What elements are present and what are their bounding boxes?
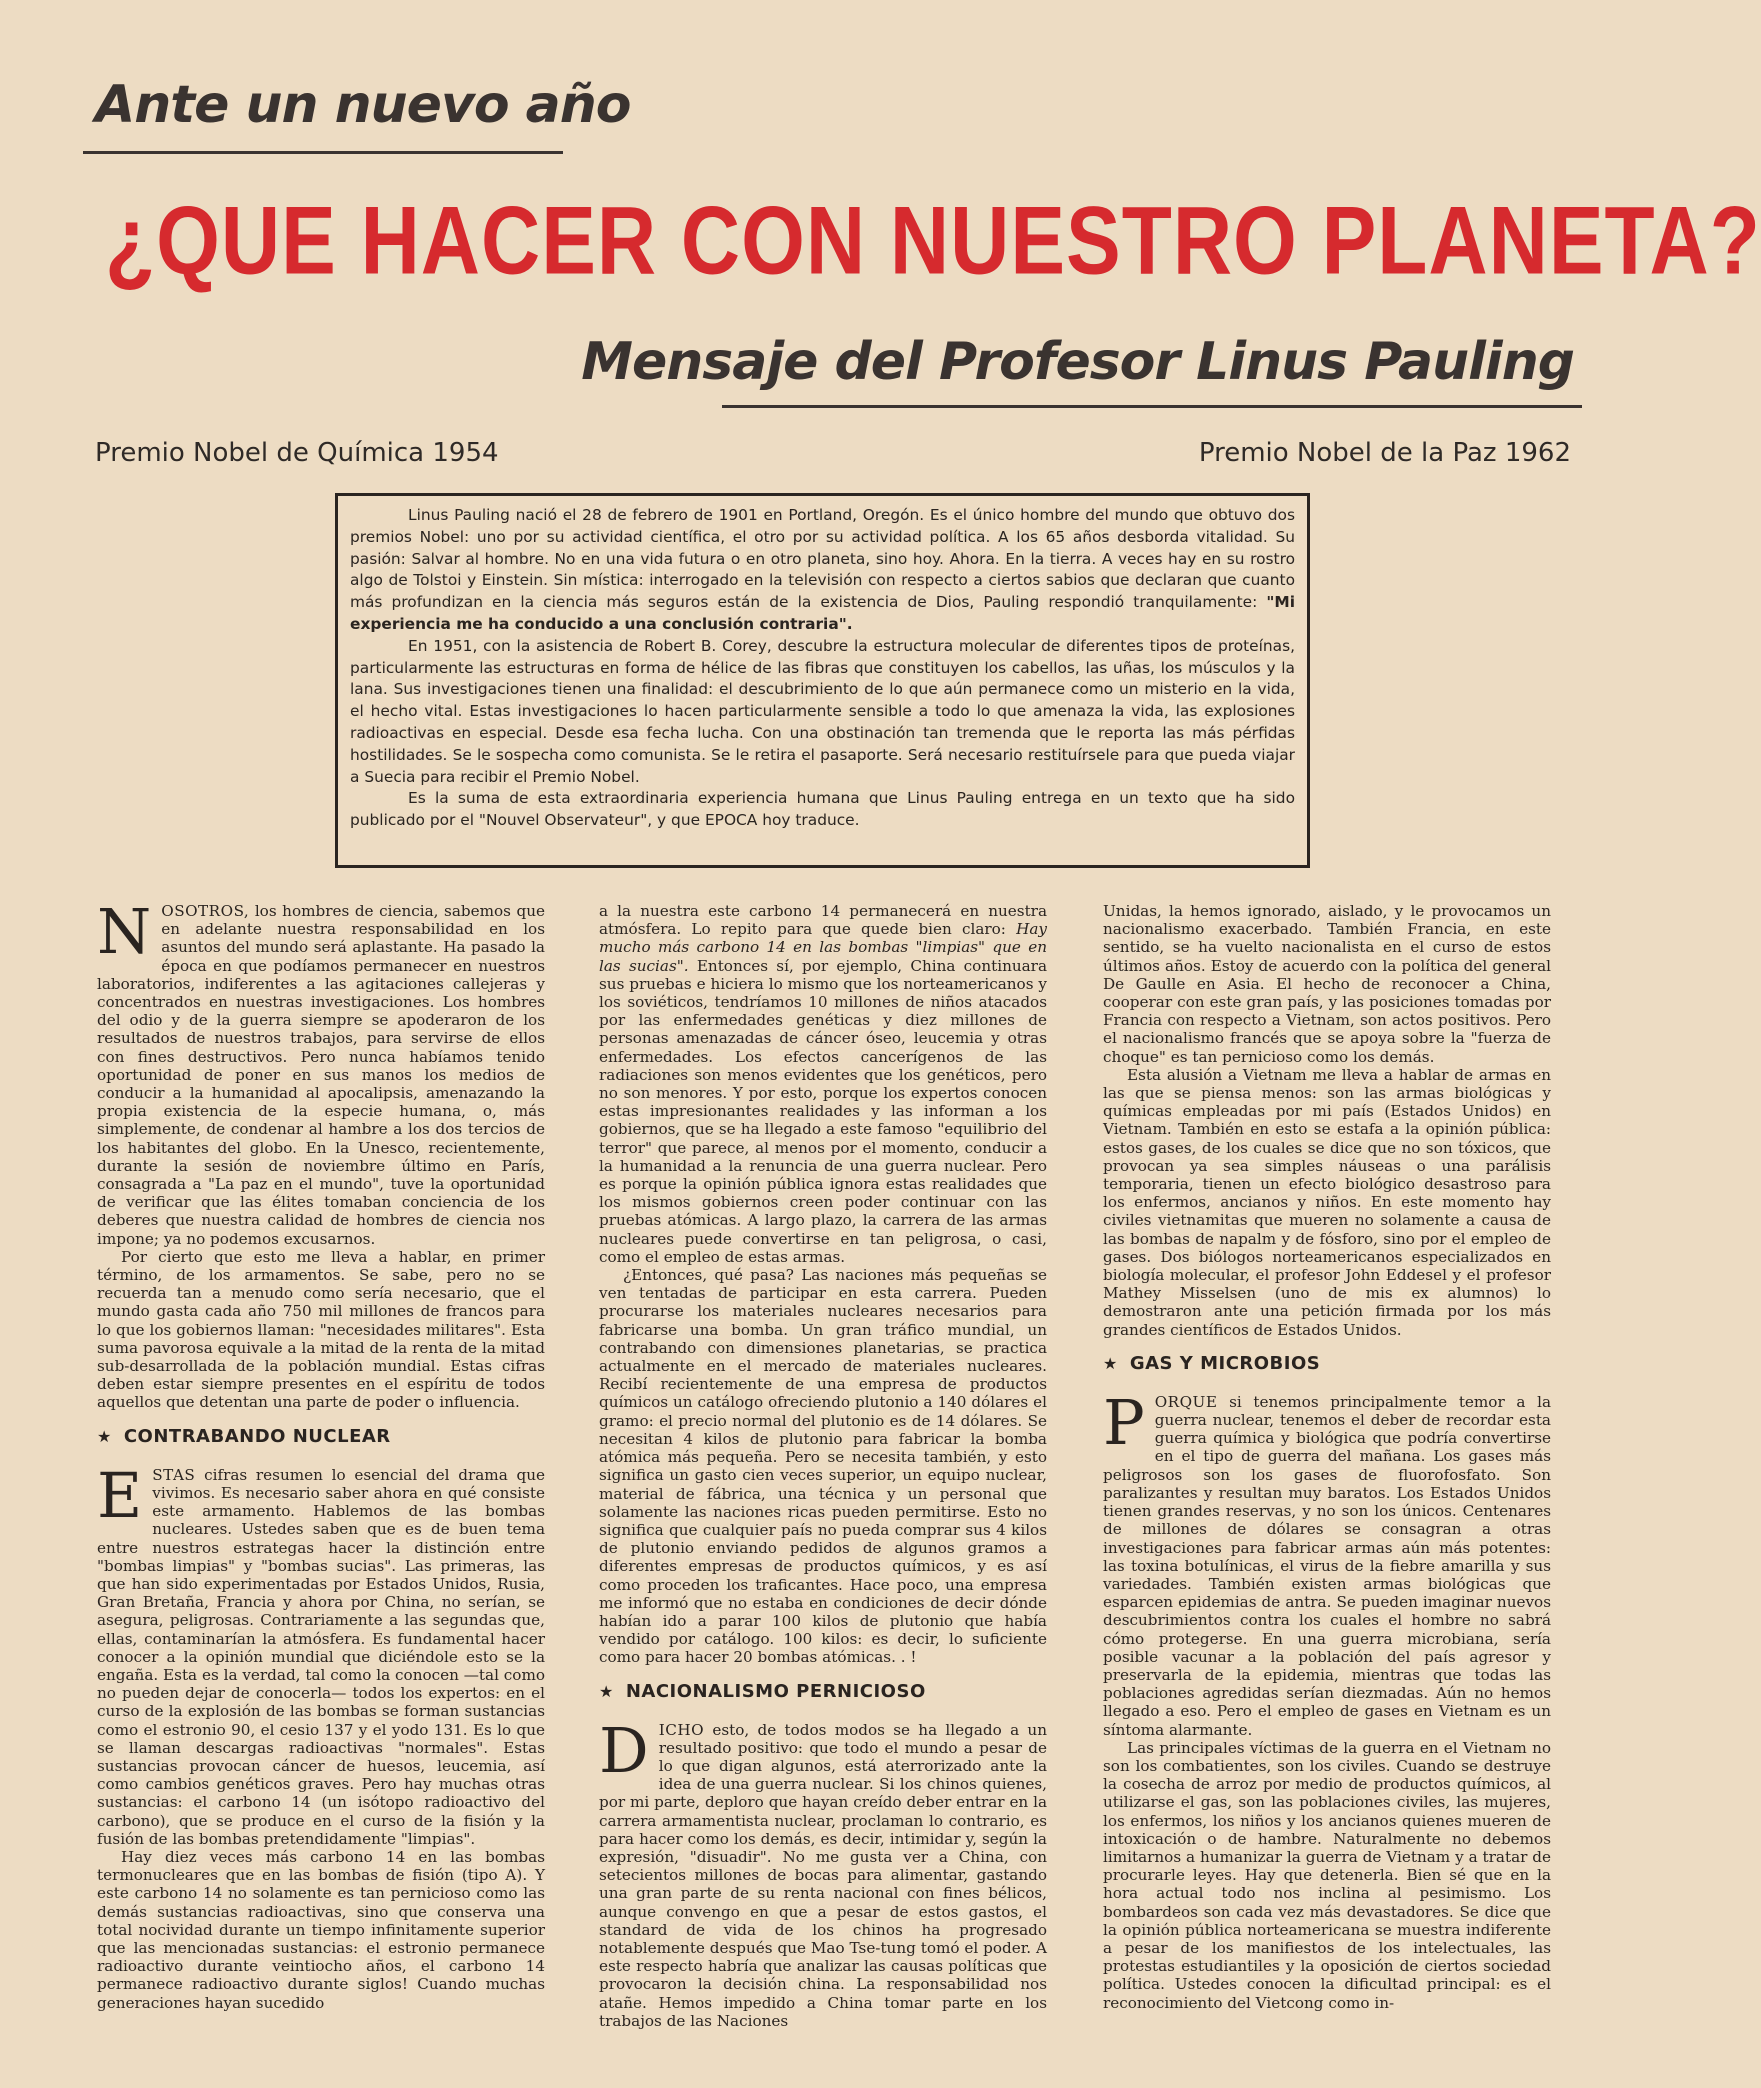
article-column-3 — [1103, 902, 1551, 2082]
paragraph-text: los hombres de ciencia, sabemos que en adelante nuestra responsabilidad en los asuntos del mundo será aplastante. Ha pasado la época en que podíamos permanecer en nuestros laboratorios, indiferentes a las agitaciones callejeras y concentrados en nuestras investigaciones. Los hombres del odio y de la guerra siempre se apoderaron de los resultados de nuestros trabajos, para servirse de ellos con fines destructivos. Pero nunca habíamos tenido oportunidad de poner en sus manos los medios de conducir a la humanidad al apocalipsis, amenazando la propia existencia de la especie humana, o, más simplemente, de condenar al hambre a los dos tercios de los habitantes del globo. En la Unesco, recientemente, durante la sesión de noviembre último en París, consagrada a "La paz en el mundo", tuve la oportunidad de verificar que las élites tomaban conciencia de los deberes que nuestra calidad de hombres de ciencia nos impone; ya no podemos excusarnos. — [97, 902, 545, 1248]
paragraph-text: a la nuestra este carbono 14 permanecerá en nuestra atmósfera. Lo repito para que quede bien claro: — [599, 902, 1047, 939]
lead-word: ICHO — [658, 1720, 705, 1739]
paragraph-text: esto, de todos modos se ha llegado a un resultado positivo: que todo el mundo a pesar de lo que digan algunos, está aterrorizado ante la idea de una guerra nuclear. Si los chinos quienes, por mi parte, deploro que hayan creído deber entrar en la carrera armamentista nuclear, proclaman lo contrario, es para hacer como los demás, es decir, intimidar y, según la expresión, "disuadir". No me gusta ver a China, con setecientos millones de bocas para alimentar, gastando una gran parte de su renta nacional con fines bélicos, aunque convengo en que a pesar de estos gastos, el standard de vida de los chinos ha progresado notablemente después que Mao Tse-tung tomó el poder. A este respecto habría que analizar las causas políticas que provocaron la decisión china. La responsabilidad nos atañe. Hemos impedido a China tomar parte en los trabajos de las Naciones — [599, 1720, 1047, 2030]
section-heading-text: NACIONALISMO PERNICIOSO — [625, 1680, 926, 1702]
body-paragraph — [599, 902, 1047, 1266]
body-paragraph — [599, 1713, 1047, 2030]
section-heading-text: CONTRABANDO NUCLEAR — [123, 1425, 391, 1447]
intro-quote: "Mi experiencia me ha conducido a una conclusión contraria". — [350, 593, 1295, 633]
intro-paragraph — [350, 505, 1295, 636]
star-icon: ★ — [599, 1681, 614, 1701]
section-heading — [1103, 1353, 1551, 1375]
kicker-rule — [83, 151, 563, 154]
headline: ¿QUE HACER CON NUESTRO PLANETA? — [105, 187, 1761, 295]
body-paragraph: Unidas, la hemos ignorado, aislado, y le provocamos un nacionalismo exacerbado. También Francia, en este sentido, se ha vuelto nacionalista en el curso de estos últimos años. Estoy de acuerdo con la política del general De Gaulle en Asia. El hecho de reconocer a China, cooperar con este gran país, y las posiciones tomadas por Francia con respecto a Vietnam, son actos positivos. Pero el nacionalismo francés que se apoya sobre la "fuerza de choque" es tan pernicioso como los demás. — [1103, 902, 1551, 1066]
body-paragraph: Por cierto que esto me lleva a hablar, en primer término, de los armamentos. Se sabe, pero no se recuerda tan a menudo como sería necesario, que el mundo gasta cada año 750 mil millones de francos para lo que los gobiernos llaman: "necesidades militares". Esta suma pavorosa equivale a la mitad de la renta de la mitad sub-desarrollada de la población mundial. Estas cifras deben estar siempre presentes en el espíritu de todos aquellos que detentan una parte de poder o influencia. — [97, 1247, 545, 1412]
body-paragraph — [1103, 1385, 1551, 1739]
intro-paragraph: Es la suma de esta extraordinaria experiencia humana que Linus Pauling entrega en un texto que ha sido publicado por el "Nouvel Observateur", y que EPOCA hoy traduce. — [350, 789, 1295, 830]
drop-cap: E — [97, 1458, 143, 1532]
star-icon: ★ — [97, 1426, 112, 1446]
paragraph-text: Entonces sí, por ejemplo, China continuara sus pruebas e hiciera lo mismo que los norteamericanos y los soviéticos, tendríamos 10 millones de niños atacados por las enfermedades genéticas y diez millones de personas amenazadas de cáncer óseo, leucemia y otras enfermedades. Los efectos cancerígenos de las radiaciones son menos evidentes que los genéticos, pero no son menores. Y por esto, porque los expertos conocen estas impresionantes realidades y las informan a los gobiernos, que se ha llegado a este famoso "equilibrio del terror" que parece, al menos por el momento, conducir a la humanidad a la renuncia de una guerra nuclear. Pero es porque la opinión pública ignora estas realidades que los mismos gobiernos creen poder continuar con las pruebas atómicas. A largo plazo, la carrera de las armas nucleares puede convertirse en tan peligrosa, o casi, como el empleo de estas armas. — [599, 956, 1048, 1266]
body-paragraph: Esta alusión a Vietnam me lleva a hablar de armas en las que se piensa menos: son las armas biológicas y químicas empleadas por mi país (Estados Unidos) en Vietnam. También en esto se estafa a la opinión pública: estos gases, de los cuales se dice que no son tóxicos, que provocan ya sea simples náuseas o una parálisis temporaria, tienen un efecto biológico desastroso para los enfermos, ancianos y niños. En este momento hay civiles vietnamitas que mueren no solamente a causa de las bombas de napalm y de fósforo, sino por el empleo de gases. Dos biólogos norteamericanos especializados en biología molecular, el profesor John Eddesel y el profesor Mathey Misselsen (uno de mis ex alumnos) lo demostraron ante una petición firmada por los más grandes científicos de Estados Unidos. — [1103, 1065, 1551, 1339]
intro-bio-text: Linus Pauling nació el 28 de febrero de 1901 en Portland, Oregón. Es el único hombre del mundo que obtuvo dos premios Nobel: uno por su actividad científica, el otro por su actividad política. A los 65 años desborda vitalidad. Su pasión: Salvar al hombre. No en una vida futura o en otro planeta, sino hoy. Ahora. En la tierra. A veces hay en su rostro algo de Tolstoi y Einstein. Sin mística: interrogado en la televisión con respecto a ciertos sabios que declaran que cuanto más profundizan en la ciencia más seguros están de la existencia de Dios, Pauling respondió tranquilamente: — [350, 506, 1295, 612]
subtitle-rule — [722, 405, 1582, 408]
drop-cap: D — [599, 1713, 649, 1787]
paragraph-text: si tenemos principalmente temor a la guerra nuclear, tenemos el deber de recordar esta guerra química y biológica que podría convertirse en el tipo de guerra del mañana. Los gases más peligrosos son los gases de fluorofosfato. Son paralizantes y resultan muy baratos. Los Estados Unidos tienen grandes reservas, y no son los únicos. Centenares de millones de dólares se consagran a otras investigaciones para fabricar armas aún más potentes: las toxina botulínicas, el virus de la fiebre amarilla y sus variedades. También existen armas biológicas que esparcen epidemias de antra. Se pueden imaginar nuevos descubrimientos contra los cuales el hombre no sabrá cómo protegerse. En una guerra microbiana, sería posible vacunar a la población del país agresor y preservarla de la epidemia, mientras que todas las poblaciones agredidas serían diezmadas. Aún no hemos llegado a eso. Pero el empleo de gases en Vietnam es un síntoma alarmante. — [1103, 1392, 1551, 1739]
paragraph-text: cifras resumen lo esencial del drama que vivimos. Es necesario saber ahora en qué consiste este armamento. Hablemos de las bombas nucleares. Ustedes saben que es de buen tema entre nuestros estrategas hacer la distinción entre "bombas limpias" y "bombas sucias". Las primeras, las que han sido experimentadas por Estados Unidos, Rusia, Gran Bretaña, Francia y ahora por China, no serían, se asegura, peligrosas. Contrariamente a las segundas que, ellas, contaminarían la atmósfera. Es fundamental hacer conocer a la opinión mundial que diciéndole esto se la engaña. Esta es la verdad, tal como la conocen —tal como no pueden dejar de conocerla— todos los expertos: en el curso de la explosión de las bombas se forman sustancias como el estronio 90, el cesio 137 y el yodo 131. Es lo que se llaman descargas radioactivas "normales". Estas sustancias provocan cáncer de huesos, leucemia, así como cambios genéticos graves. Pero hay muchas otras sustancias: el carbono 14 (un isótopo radioactivo del carbono), que se produce en el curso de la fisión y la fusión de las bombas pretendidamente "limpias". — [97, 1465, 545, 1848]
lead-word: OSOTROS, — [161, 902, 250, 920]
body-paragraph: ¿Entonces, qué pasa? Las naciones más pequeñas se ven tentadas de participar en esta carrera. Pueden procurarse los materiales nucleares necesarios para fabricarse una bomba. Un gran tráfico mundial, un contrabando con dimensiones planetarias, se practica actualmente en el mercado de materiales nucleares. Recibí recientemente de una empresa de productos químicos un catálogo ofreciendo plutonio a 140 dólares el gramo: el precio normal del plutonio es de 14 dólares. Se necesitan 4 kilos de plutonio para fabricar la bomba atómica más pequeña. Pero se necesita también, y esto significa un gasto cien veces superior, un equipo nuclear, material de fábrica, una técnica y un personal que solamente las naciones ricas pueden permitirse. Esto no significa que cualquier país no pueda comprar sus 4 kilos de plutonio enviando pedidos de algunos gramos a diferentes empresas de productos químicos, y es así como proceden los traficantes. Hace poco, una empresa me informó que no estaba en condiciones de decir dónde habían ido a parar 100 kilos de plutonio que había vendido por catálogo. 100 kilos: es decir, lo suficiente como para hacer 20 bombas atómicas. . ! — [599, 1266, 1047, 1667]
subtitle: Mensaje del Profesor Linus Pauling — [581, 332, 1574, 392]
kicker: Ante un nuevo año — [95, 75, 631, 135]
drop-cap: N — [97, 895, 152, 968]
prize-chemistry: Premio Nobel de Química 1954 — [95, 438, 499, 468]
lead-word: ORQUE — [1154, 1392, 1218, 1411]
emphasis-text: Hay mucho más carbono 14 en las bombas "limpias" que en las sucias". — [599, 920, 1047, 975]
star-icon: ★ — [1103, 1353, 1118, 1373]
body-paragraph: Hay diez veces más carbono 14 en las bombas termonucleares que en las bombas de fisión (tipo A). Y este carbono 14 no solamente es tan pernicioso como las demás sustancias radioactivas, sino que conserva una total nocividad durante un tiempo infinitamente superior que las mencionadas sustancias: el estronio permanece radioactivo durante veintiocho años, el carbono 14 permanece radioactivo durante siglos! Cuando muchas generaciones hayan sucedido — [97, 1847, 545, 2012]
lead-word: STAS — [152, 1465, 196, 1484]
section-heading — [599, 1681, 1047, 1703]
article-column-1 — [97, 895, 545, 2082]
body-paragraph: Las principales víctimas de la guerra en el Vietnam no son los combatientes, son los civiles. Cuando se destruye la cosecha de arroz por medio de productos químicos, al utilizarse el gas, son las poblaciones civiles, las mujeres, los enfermos, los niños y los ancianos quienes mueren de intoxicación o de hambre. Naturalmente no debemos limitarnos a humanizar la guerra de Vietnam y a tratar de procurarle leyes. Hay que detenerla. Bien sé que en la hora actual todo nos inclina al pesimismo. Los bombardeos son cada vez más devastadores. Se dice que la opinión pública norteamericana se muestra indiferente a pesar de los manifiestos de los intelectuales, las protestas estudiantiles y la oposición de ciertos sociedad política. Ustedes conocen la dificultad principal: es el reconocimiento del Vietcong como in- — [1103, 1738, 1551, 2012]
body-paragraph — [97, 895, 545, 1248]
section-heading — [97, 1426, 545, 1448]
prize-peace: Premio Nobel de la Paz 1962 — [1198, 438, 1571, 468]
intro-box — [335, 493, 1310, 868]
section-heading-text: GAS Y MICROBIOS — [1129, 1352, 1321, 1374]
intro-paragraph: En 1951, con la asistencia de Robert B. Corey, descubre la estructura molecular de diferentes tipos de proteínas, particularmente las estructuras en forma de hélice de las fibras que constituyen los cabellos, las uñas, los músculos y la lana. Sus investigaciones tienen una finalidad: el descubrimiento de lo que aún permanece como un misterio en la vida, el hecho vital. Estas investigaciones lo hacen particularmente sensible a todo lo que amenaza la vida, las explosiones radioactivas en especial. Desde esa fecha lucha. Con una obstinación tan tremenda que le reporta las más pérfidas hostilidades. Se le sospecha como comunista. Se le retira el pasaporte. Será necesario restituírsele para que pueda viajar a Suecia para recibir el Premio Nobel. — [350, 636, 1295, 786]
drop-cap: P — [1103, 1385, 1145, 1459]
article-column-2 — [599, 902, 1047, 2082]
body-paragraph — [97, 1458, 545, 1848]
